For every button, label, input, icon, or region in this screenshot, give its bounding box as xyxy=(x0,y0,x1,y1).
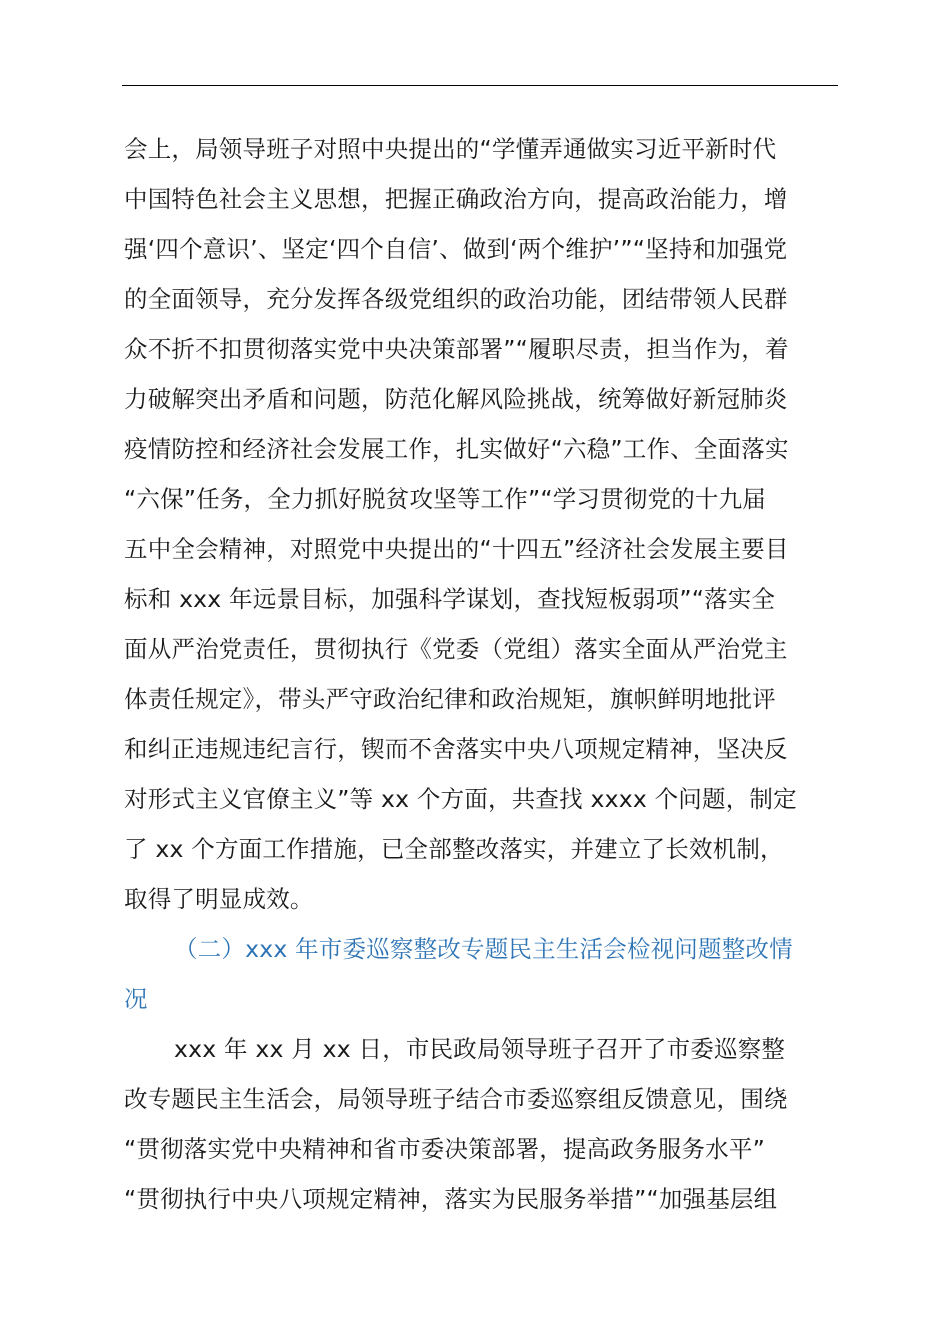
body-line: 众不折不扣贯彻落实党中央决策部署”“履职尽责，担当作为，着 xyxy=(124,335,789,363)
body-line: “贯彻执行中央八项规定精神，落实为民服务举措”“加强基层组 xyxy=(124,1185,778,1213)
section-heading-continued: 况 xyxy=(124,985,148,1013)
body-line: 中国特色社会主义思想，把握正确政治方向，提高政治能力，增 xyxy=(124,185,788,213)
body-line: 对形式主义官僚主义”等 xx 个方面，共查找 xxxx 个问题，制定 xyxy=(124,785,797,813)
body-line: 力破解突出矛盾和问题，防范化解风险挑战，统筹做好新冠肺炎 xyxy=(124,385,788,413)
body-line: 标和 xxx 年远景目标，加强科学谋划，查找短板弱项”“落实全 xyxy=(124,585,776,613)
body-line: “六保”任务，全力抓好脱贫攻坚等工作”“学习贯彻党的十九届 xyxy=(124,485,766,513)
section-heading: （二）xxx 年市委巡察整改专题民主生活会检视问题整改情 xyxy=(174,935,793,963)
body-line: 的全面领导，充分发挥各级党组织的政治功能，团结带领人民群 xyxy=(124,285,788,313)
body-line: 体责任规定》，带头严守政治纪律和政治规矩，旗帜鲜明地批评 xyxy=(124,685,776,713)
body-line: 疫情防控和经济社会发展工作，扎实做好“六稳”工作、全面落实 xyxy=(124,435,789,463)
body-line: 会上，局领导班子对照中央提出的“学懂弄通做实习近平新时代 xyxy=(124,135,777,163)
body-line: 强‘四个意识’、坚定‘四个自信’、做到‘两个维护’”“坚持和加强党 xyxy=(124,235,788,263)
body-line: 改专题民主生活会，局领导班子结合市委巡察组反馈意见，围绕 xyxy=(124,1085,788,1113)
body-line: xxx 年 xx 月 xx 日，市民政局领导班子召开了市委巡察整 xyxy=(174,1035,786,1063)
body-line: “贯彻落实党中央精神和省市委决策部署，提高政务服务水平” xyxy=(124,1135,765,1163)
body-line: 五中全会精神，对照党中央提出的“十四五”经济社会发展主要目 xyxy=(124,535,789,563)
body-line: 和纠正违规违纪言行，锲而不舍落实中央八项规定精神，坚决反 xyxy=(124,735,788,763)
body-line: 了 xx 个方面工作措施，已全部整改落实，并建立了长效机制， xyxy=(124,835,784,863)
header-rule xyxy=(122,85,838,86)
body-line: 面从严治党责任，贯彻执行《党委（党组）落实全面从严治党主 xyxy=(124,635,788,663)
body-line: 取得了明显成效。 xyxy=(124,885,314,913)
